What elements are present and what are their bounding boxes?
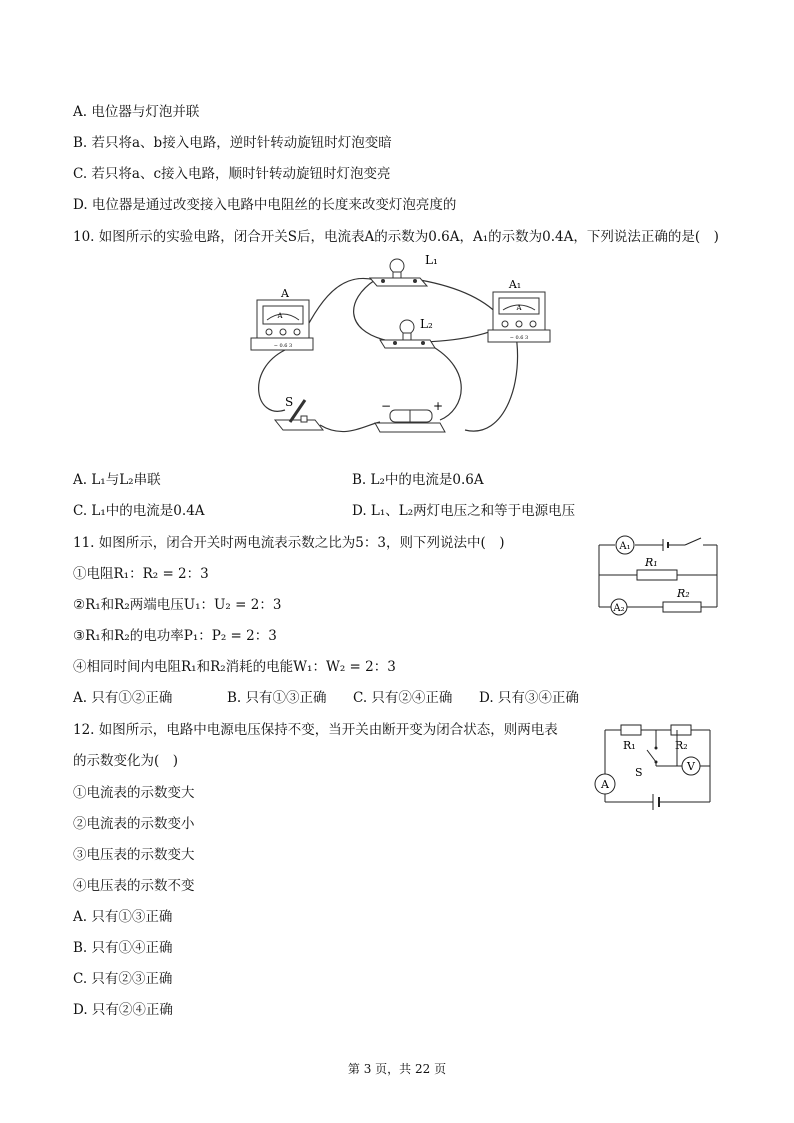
label-ammeter-a1: A₁ (508, 278, 522, 291)
q12-statement-3: ③电压表的示数变大 (73, 847, 195, 863)
q12-statement-2: ②电流表的示数变小 (73, 816, 195, 832)
ammeter-a-scale: − 0.6 3 (273, 343, 293, 349)
q9-option-a: A. 电位器与灯泡并联 (73, 104, 200, 120)
switch-s (275, 400, 323, 430)
q11-option-a: A. 只有①②正确 (73, 690, 173, 706)
q11-label-r2: R₂ (677, 587, 690, 600)
q10-stem: 10. 如图所示的实验电路，闭合开关S后，电流表A的示数为0.6A，A₁的示数为0.4A，下列说法正确的是( ) (73, 229, 719, 245)
q11-resistor-r2 (663, 602, 701, 612)
q12-stem-line2: 的示数变化为( ) (73, 753, 179, 769)
q12-option-a: A. 只有①③正确 (73, 909, 173, 925)
q10-option-d: D. L₁、L₂两灯电压之和等于电源电压 (352, 503, 576, 519)
lamp-l1 (370, 259, 427, 286)
label-switch-s: S (285, 395, 294, 409)
q10-option-c: C. L₁中的电流是0.4A (73, 503, 205, 519)
label-lamp-l2: L₂ (420, 317, 433, 331)
ammeter-a (251, 300, 313, 350)
page-footer: 第 3 页，共 22 页 (347, 1062, 447, 1076)
label-lamp-l1: L₁ (425, 253, 438, 267)
q11-option-c: C. 只有②④正确 (353, 690, 453, 706)
q11-statement-4: ④相同时间内电阻R₁和R₂消耗的电能W₁：W₂ = 2：3 (73, 659, 396, 675)
q10-option-b: B. L₂中的电流是0.6A (352, 472, 484, 488)
q12-stem-line1: 12. 如图所示，电路中电源电压保持不变，当开关由断开变为闭合状态，则两电表 (73, 722, 558, 738)
q11-statement-2: ②R₁和R₂两端电压U₁：U₂ = 2：3 (73, 597, 282, 613)
q11-statement-3: ③R₁和R₂的电功率P₁：P₂ = 2：3 (73, 628, 277, 644)
battery (375, 410, 445, 432)
q12-resistor-r1 (621, 725, 641, 735)
q12-option-c: C. 只有②③正确 (73, 971, 173, 987)
q11-label-a1: A₁ (619, 541, 631, 552)
ammeter-a-face-label: A (277, 312, 283, 320)
ammeter-a1-face-label: A (516, 304, 522, 312)
label-battery-plus: + (433, 399, 444, 413)
q9-option-c: C. 若只将a、c接入电路，顺时针转动旋钮时灯泡变亮 (73, 166, 391, 182)
q11-circuit-figure (597, 535, 722, 615)
q9-option-b: B. 若只将a、b接入电路，逆时针转动旋钮时灯泡变暗 (73, 135, 392, 151)
q10-option-a: A. L₁与L₂串联 (73, 472, 161, 488)
q12-label-r2: R₂ (675, 739, 688, 752)
q11-label-r1: R₁ (645, 556, 658, 569)
q12-statement-4: ④电压表的示数不变 (73, 878, 195, 894)
q9-option-d: D. 电位器是通过改变接入电路中电阻丝的长度来改变灯泡亮度的 (73, 197, 457, 213)
q12-label-s: S (635, 766, 643, 779)
ammeter-a1-scale: − 0.6 3 (509, 335, 529, 341)
q12-label-v: V (687, 760, 695, 773)
q11-resistor-r1 (637, 570, 677, 580)
q11-option-b: B. 只有①③正确 (227, 690, 327, 706)
q11-stem: 11. 如图所示，闭合开关时两电流表示数之比为5：3，则下列说法中( ) (73, 535, 505, 551)
q12-statement-1: ①电流表的示数变大 (73, 785, 195, 801)
label-battery-minus: − (381, 399, 392, 413)
q12-option-b: B. 只有①④正确 (73, 940, 173, 956)
label-ammeter-a: A (281, 287, 289, 300)
q12-label-a: A (601, 778, 609, 791)
ammeter-a1 (488, 292, 550, 342)
q11-statement-1: ①电阻R₁：R₂ = 2：3 (73, 566, 209, 582)
q12-label-r1: R₁ (623, 739, 636, 752)
q12-option-d: D. 只有②④正确 (73, 1002, 173, 1018)
q12-resistor-r2 (671, 725, 691, 735)
q12-circuit-figure (595, 722, 720, 817)
q11-option-d: D. 只有③④正确 (479, 690, 579, 706)
q10-circuit-figure (245, 250, 545, 440)
q11-label-a2: A₂ (613, 603, 625, 614)
